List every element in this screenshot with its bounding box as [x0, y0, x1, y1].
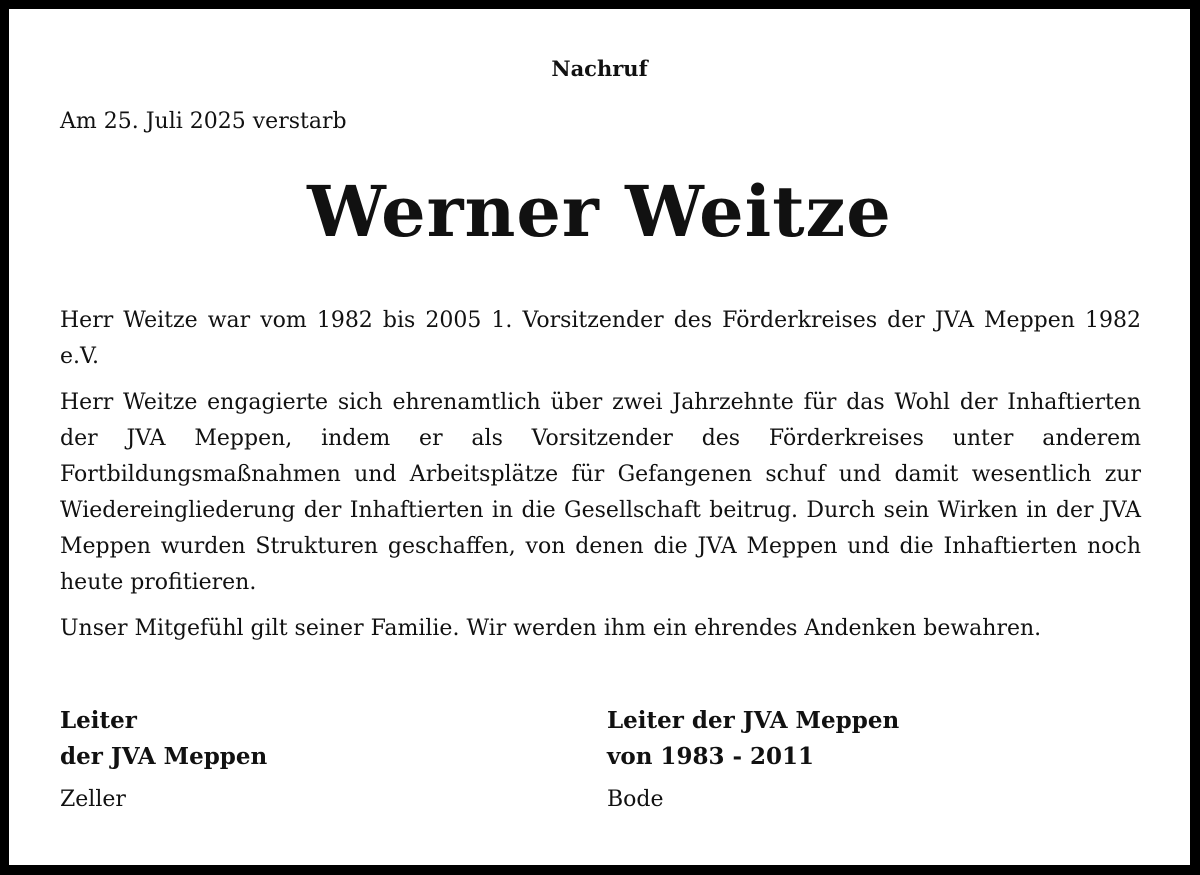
intro-line: Am 25. Juli 2025 verstarb [60, 109, 347, 134]
signature-left [60, 703, 267, 815]
signature-title-line2: von 1983 - 2011 [607, 743, 815, 770]
signature-title-line2: der JVA Meppen [60, 743, 268, 770]
notice-heading: Nachruf [551, 56, 648, 81]
signature-title-line1: Leiter [60, 707, 137, 734]
obituary-notice [9, 9, 1190, 865]
paragraph-engagement: Herr Weitze engagierte sich ehrenamtlich über zwei Jahrzehnte für das Wohl der Inhaftierten der JVA Meppen, indem er als Vorsitzender des Förderkreises unter anderem Fortbildungsmaßnahmen und Arbeitsplätze für Gefangenen schuf und damit wesentlich zur Wiedereingliederung der Inhaftierten in die Gesellschaft beitrug. Durch sein Wirken in der JVA Meppen wurden Strukturen geschaffen, von denen die JVA Meppen und die Inhaftierten noch heute profitieren. [60, 390, 1141, 595]
paragraph-role: Herr Weitze war vom 1982 bis 2005 1. Vorsitzender des Förderkreises der JVA Meppen 1982 e.V. [60, 308, 1141, 369]
signature-right [607, 703, 899, 815]
deceased-name: Werner Weitze [307, 170, 892, 253]
signature-title-line1: Leiter der JVA Meppen [607, 707, 900, 734]
signature-name: Zeller [60, 787, 126, 812]
paragraph-condolence: Unser Mitgefühl gilt seiner Familie. Wir werden ihm ein ehrendes Andenken bewahren. [60, 616, 1042, 641]
signature-name: Bode [607, 787, 664, 812]
obituary-body [60, 303, 1141, 657]
